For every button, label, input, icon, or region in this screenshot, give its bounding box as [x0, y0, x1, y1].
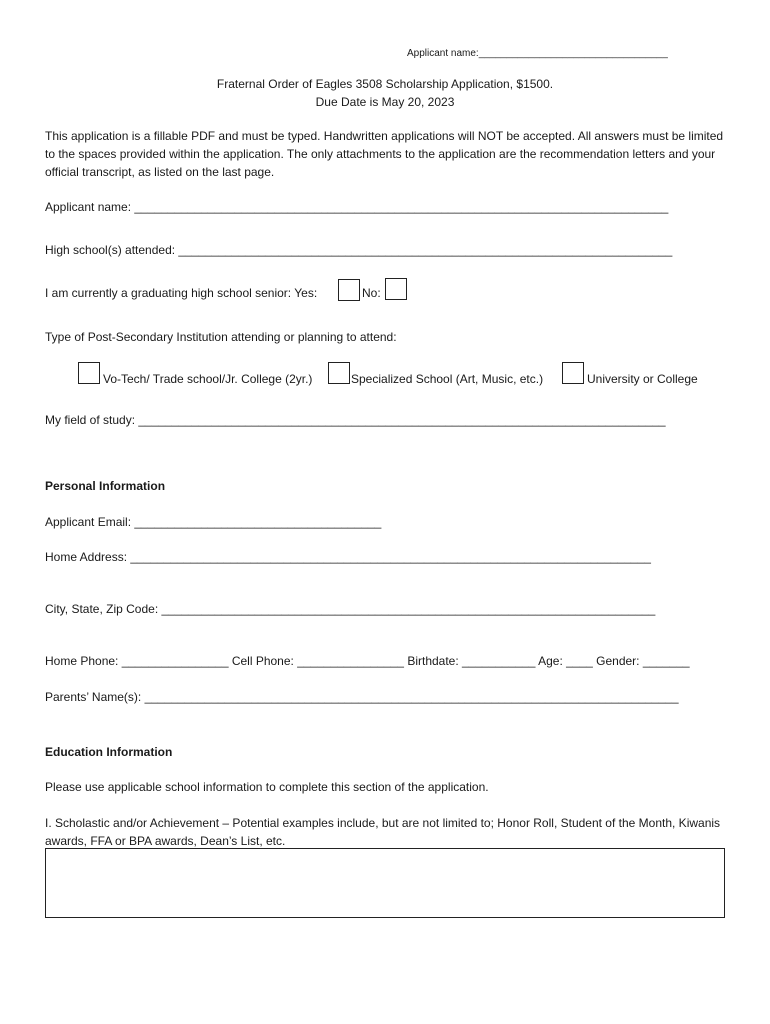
phone-birthdate-row[interactable]: Home Phone: ________________ Cell Phone: ________________ Birthdate: ___________ Age: ____ Gender: _______ — [45, 654, 690, 668]
high-school-field[interactable]: High school(s) attended: __________________________________________________________________________ — [45, 243, 673, 257]
header-applicant-name: Applicant name:__________________________________ — [407, 48, 668, 59]
votech-label: Vo-Tech/ Trade school/Jr. College (2yr.) — [103, 372, 313, 386]
personal-info-heading: Personal Information — [45, 479, 166, 493]
city-state-zip-field[interactable]: City, State, Zip Code: __________________________________________________________________________ — [45, 602, 656, 616]
field-of-study-field[interactable]: My field of study: _______________________________________________________________________________ — [45, 413, 666, 427]
university-label: University or College — [587, 372, 698, 386]
senior-question: I am currently a graduating high school senior: Yes: — [45, 286, 318, 300]
senior-no-label: No: — [362, 286, 381, 300]
home-address-field[interactable]: Home Address: ______________________________________________________________________________ — [45, 550, 651, 564]
scholastic-question: I. Scholastic and/or Achievement – Potential examples include, but are not limited to; Honor Roll, Student of the Month, Kiwanis awards, FFA or BPA awards, Dean’s List, etc. — [45, 816, 721, 848]
institution-question: Type of Post-Secondary Institution attending or planning to attend: — [45, 330, 397, 344]
due-date: Due Date is May 20, 2023 — [315, 95, 455, 109]
senior-yes-checkbox[interactable] — [338, 279, 360, 301]
parents-names-field[interactable]: Parents’ Name(s): ________________________________________________________________________________ — [45, 690, 679, 704]
education-instruction: Please use applicable school information to complete this section of the application. — [45, 780, 489, 794]
specialized-checkbox[interactable] — [328, 362, 350, 384]
form-title: Fraternal Order of Eagles 3508 Scholarship Application, $1500. — [216, 77, 554, 91]
votech-checkbox[interactable] — [78, 362, 100, 384]
applicant-name-field[interactable]: Applicant name: ________________________________________________________________________________ — [45, 200, 669, 214]
university-checkbox[interactable] — [562, 362, 584, 384]
senior-no-checkbox[interactable] — [385, 278, 407, 300]
specialized-label: Specialized School (Art, Music, etc.) — [351, 372, 544, 386]
email-field[interactable]: Applicant Email: _____________________________________ — [45, 515, 382, 529]
scholastic-answer-box[interactable] — [45, 848, 725, 918]
education-info-heading: Education Information — [45, 745, 173, 759]
intro-paragraph: This application is a fillable PDF and must be typed. Handwritten applications will NOT be accepted. All answers must be limited to the spaces provided within the application. The only attachments to the application are the recommendation letters and your official transcript, as listed on the last page. — [45, 129, 724, 179]
